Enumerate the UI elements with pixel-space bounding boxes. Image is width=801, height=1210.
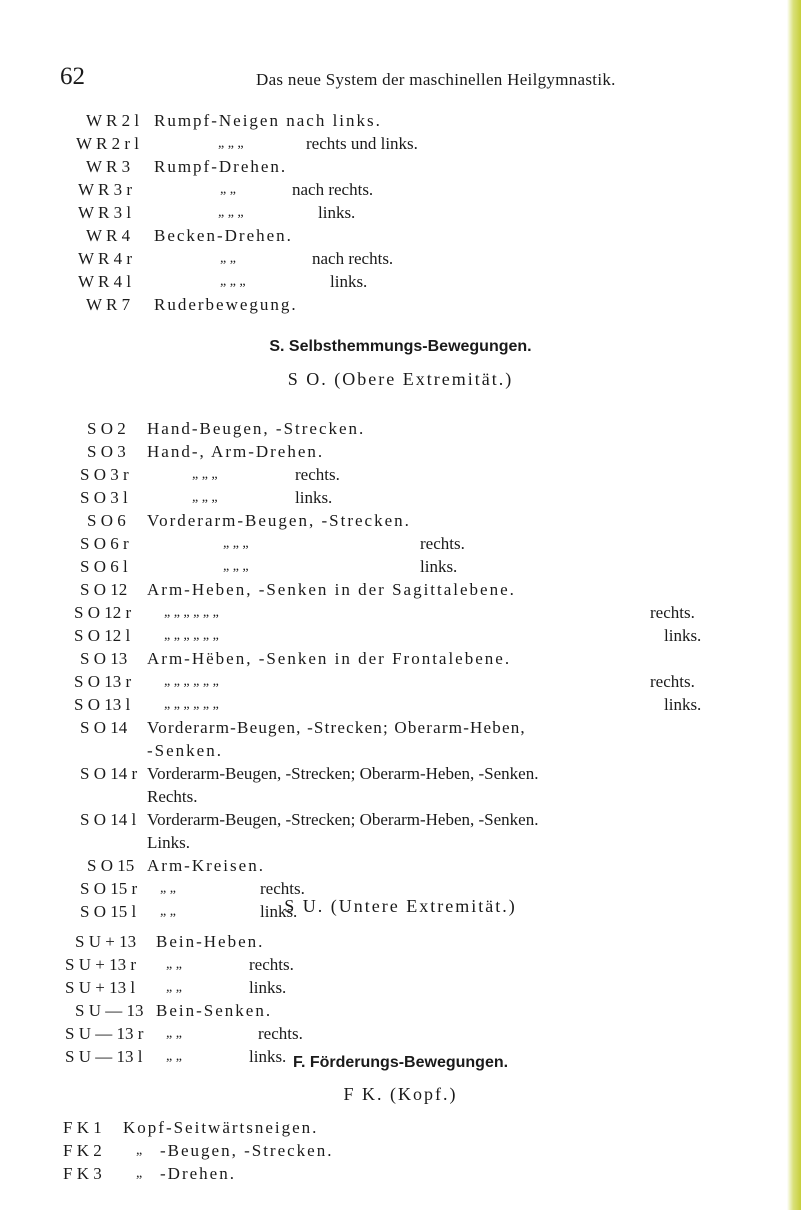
section-subtitle: S U. (Untere Extremität.) [284, 896, 517, 916]
ditto-marks: „ „ [160, 904, 176, 919]
entry-code: S O 13 [80, 649, 128, 668]
entry-suffix: -Drehen. [160, 1164, 236, 1183]
entry-text: Hand-Beugen, -Strecken. [147, 419, 366, 438]
ditto-marks: „ „ [166, 1026, 182, 1041]
entry-text: Kopf-Seitwärtsneigen. [123, 1118, 319, 1137]
entry-text: Vorderarm-Beugen, -Strecken; Oberarm-Heben, [147, 718, 526, 737]
ditto-marks: „ [136, 1166, 143, 1181]
entry-text: Vorderarm-Beugen, -Strecken. [147, 511, 411, 530]
entry-code: S U + 13 r [65, 955, 136, 974]
ditto-marks: „ „ „ [223, 559, 249, 574]
ditto-marks: „ „ „ „ „ „ [164, 674, 219, 689]
ditto-marks: „ „ „ [220, 274, 246, 289]
entry-text: Bein-Senken. [156, 1001, 273, 1020]
entry-code: S O 14 [80, 718, 128, 737]
section-subtitle: S O. (Obere Extremität.) [287, 369, 514, 389]
entry-code: S O 2 [87, 419, 126, 438]
entry-suffix: rechts. [258, 1024, 303, 1043]
entry-suffix: links. [318, 203, 356, 222]
ditto-marks: „ „ „ „ „ „ [164, 605, 219, 620]
entry-code: W R 2 r l [76, 134, 139, 153]
entry-code: W R 3 r [78, 180, 132, 199]
entry-code: S O 13 r [74, 672, 132, 691]
section-title: S. Selbsthemmungs-Bewegungen. [269, 338, 532, 355]
entry-suffix: links. [249, 1047, 287, 1066]
entry-code: S O 6 l [80, 557, 128, 576]
entry-suffix: rechts. [420, 534, 465, 553]
entry-code: S O 12 l [74, 626, 131, 645]
section-title: F. Förderungs-Bewegungen. [292, 1054, 509, 1071]
ditto-marks: „ „ „ „ „ „ [164, 697, 219, 712]
ditto-marks: „ „ [220, 251, 236, 266]
entry-text: Hand-, Arm-Drehen. [147, 442, 325, 461]
entry-code: S U — 13 [75, 1001, 144, 1020]
entry-code: S O 13 l [74, 695, 131, 714]
entry-code: F K 3 [63, 1164, 102, 1183]
entry-suffix: rechts. [249, 955, 294, 974]
entry-suffix: nach rechts. [292, 180, 374, 199]
ditto-marks: „ „ [220, 182, 236, 197]
entry-code: S U — 13 r [65, 1024, 144, 1043]
entry-code: S O 15 l [80, 902, 137, 921]
ditto-marks: „ „ „ [223, 536, 249, 551]
entry-code: W R 3 [86, 157, 131, 176]
entry-text: -Senken. [147, 741, 223, 760]
entry-suffix: -Beugen, -Strecken. [160, 1141, 334, 1160]
entry-text: Becken-Drehen. [154, 226, 293, 245]
entry-suffix: rechts und links. [306, 134, 418, 153]
entry-suffix: links. [295, 488, 333, 507]
ditto-marks: „ „ [166, 1049, 182, 1064]
entry-text: Ruderbewegung. [154, 295, 298, 314]
entry-text: Links. [147, 833, 190, 852]
ditto-marks: „ „ „ [218, 136, 244, 151]
entry-code: W R 4 r [78, 249, 132, 268]
ditto-marks: „ „ [166, 980, 182, 995]
entry-suffix: links. [249, 978, 287, 997]
ditto-marks: „ „ [166, 957, 182, 972]
page-header [0, 63, 801, 93]
section-subtitle: F K. (Kopf.) [343, 1084, 458, 1104]
entry-suffix: links. [260, 902, 298, 921]
entry-suffix: rechts. [260, 879, 305, 898]
ditto-marks: „ „ „ „ „ „ [164, 628, 219, 643]
entry-code: W R 2 l [86, 111, 140, 130]
entry-suffix: links. [420, 557, 458, 576]
ditto-marks: „ „ „ [218, 205, 244, 220]
page-number: 62 [60, 63, 85, 90]
entry-code: F K 1 [63, 1118, 102, 1137]
entry-text: Rumpf-Neigen nach links. [154, 111, 382, 130]
entry-code: S O 15 [87, 856, 135, 875]
entry-code: W R 4 l [78, 272, 132, 291]
entry-suffix: links. [664, 695, 702, 714]
entry-suffix: links. [330, 272, 368, 291]
entry-code: S O 12 [80, 580, 128, 599]
entry-code: S U — 13 l [65, 1047, 143, 1066]
entry-text: Vorderarm-Beugen, -Strecken; Oberarm-Heben, -Senken. [147, 810, 539, 829]
entry-text: Rumpf-Drehen. [154, 157, 288, 176]
running-title: Das neue System der maschinellen Heilgymnastik. [256, 70, 616, 89]
entry-code: W R 3 l [78, 203, 132, 222]
entry-code: S O 12 r [74, 603, 132, 622]
entry-text: Bein-Heben. [156, 932, 265, 951]
ditto-marks: „ „ „ [192, 490, 218, 505]
entry-code: S O 14 l [80, 810, 137, 829]
entry-code: S U + 13 l [65, 978, 136, 997]
entry-code: S O 3 l [80, 488, 128, 507]
entry-code: S U + 13 [75, 932, 137, 951]
entry-text: Arm-Kreisen. [147, 856, 265, 875]
entry-suffix: rechts. [650, 603, 695, 622]
entry-suffix: nach rechts. [312, 249, 394, 268]
entry-code: S O 6 r [80, 534, 129, 553]
entry-text: Rechts. [147, 787, 198, 806]
entry-code: S O 6 [87, 511, 126, 530]
entry-code: S O 3 r [80, 465, 129, 484]
entry-code: W R 7 [86, 295, 131, 314]
entry-text: Arm-Hëben, -Senken in der Frontalebene. [147, 649, 512, 668]
entry-code: F K 2 [63, 1141, 102, 1160]
page-edge [787, 0, 801, 1210]
ditto-marks: „ [136, 1143, 143, 1158]
entry-text: Arm-Heben, -Senken in der Sagittalebene. [147, 580, 516, 599]
entry-code: S O 14 r [80, 764, 138, 783]
entry-code: S O 15 r [80, 879, 138, 898]
ditto-marks: „ „ „ [192, 467, 218, 482]
entry-code: W R 4 [86, 226, 131, 245]
entry-suffix: rechts. [295, 465, 340, 484]
entry-code: S O 3 [87, 442, 126, 461]
entry-suffix: rechts. [650, 672, 695, 691]
entry-text: Vorderarm-Beugen, -Strecken; Oberarm-Heben, -Senken. [147, 764, 539, 783]
ditto-marks: „ „ [160, 881, 176, 896]
entry-suffix: links. [664, 626, 702, 645]
